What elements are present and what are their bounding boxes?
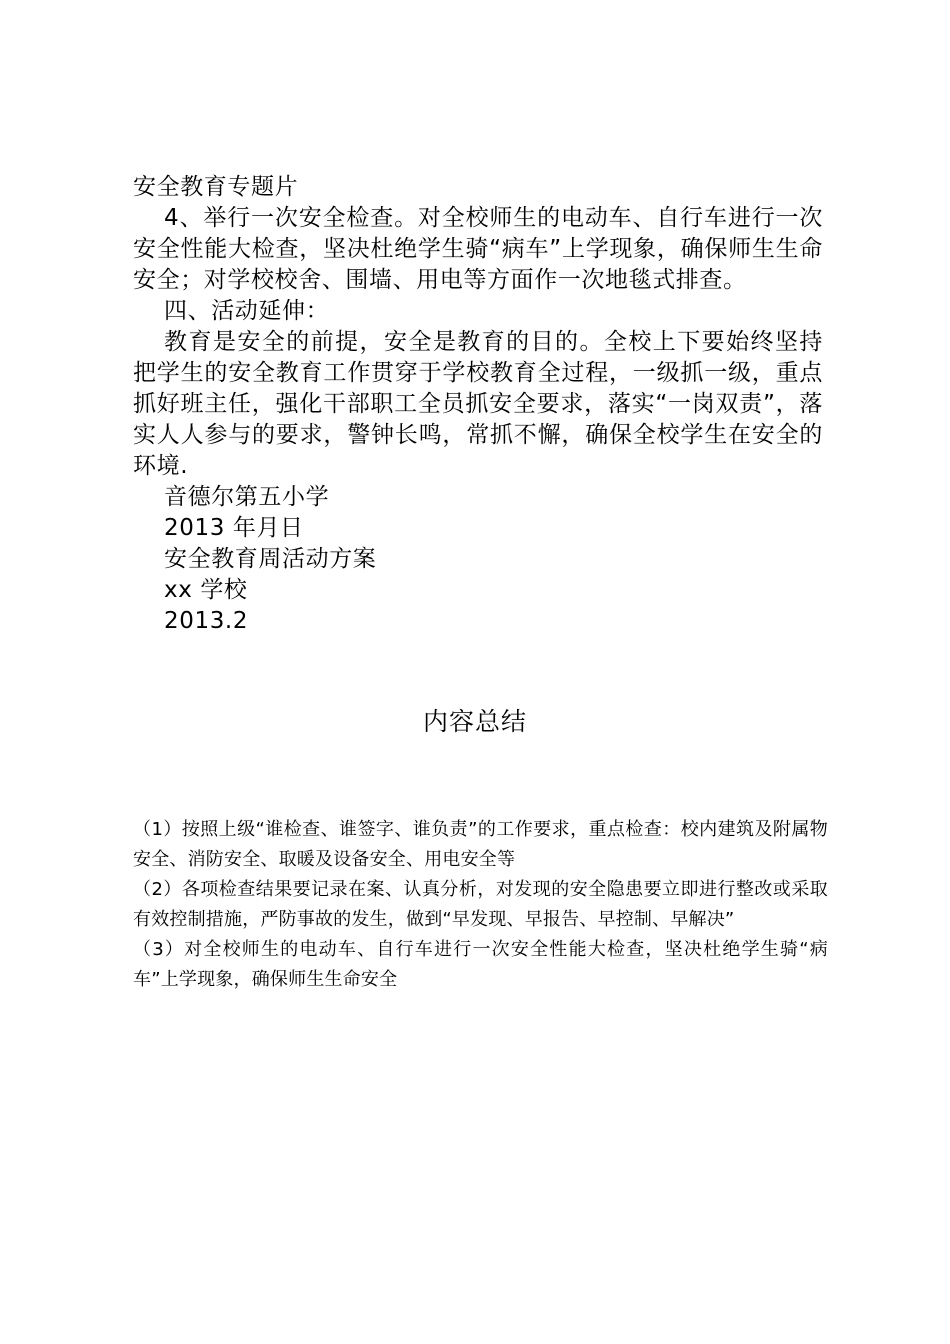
signature-date: 2013 年月日 <box>164 515 304 541</box>
continuation-text: 安全教育专题片 <box>133 174 299 200</box>
summary-point-2: （2）各项检查结果要记录在案、认真分析，对发现的安全隐患要立即进行整改或采取有效控制措施，严防事故的发生，做到“早发现、早报告、早控制、早解决” <box>133 879 828 930</box>
section-4-heading: 四、活动延伸： <box>164 298 330 324</box>
summary-title: 内容总结 <box>422 707 527 736</box>
summary-point-1: （1）按照上级“谁检查、谁签字、谁负责”的工作要求，重点检查：校内建筑及附属物安全、消防安全、取暖及设备安全、用电安全等 <box>133 819 828 870</box>
section-4-paragraph: 教育是安全的前提，安全是教育的目的。全校上下要始终坚持把学生的安全教育工作贯穿于学校教育全过程，一级抓一级，重点抓好班主任，强化干部职工全员抓安全要求，落实“一岗双责”，落实人人参与的要求，警钟长鸣，常抓不懈，确保全校学生在安全的环境. <box>133 329 823 479</box>
plan-title: 安全教育周活动方案 <box>164 546 377 572</box>
signature-school: 音德尔第五小学 <box>164 484 330 510</box>
school-placeholder: xx 学校 <box>164 577 248 603</box>
document-date: 2013.2 <box>164 608 249 634</box>
summary-point-3: （3）对全校师生的电动车、自行车进行一次安全性能大检查，坚决杜绝学生骑“病车”上学现象，确保师生生命安全 <box>133 939 828 990</box>
document-body <box>133 172 823 637</box>
summary-section <box>133 815 828 995</box>
item-4-paragraph: 4、举行一次安全检查。对全校师生的电动车、自行车进行一次安全性能大检查，坚决杜绝学生骑“病车”上学现象，确保师生生命安全；对学校校舍、围墙、用电等方面作一次地毯式排查。 <box>133 205 823 293</box>
